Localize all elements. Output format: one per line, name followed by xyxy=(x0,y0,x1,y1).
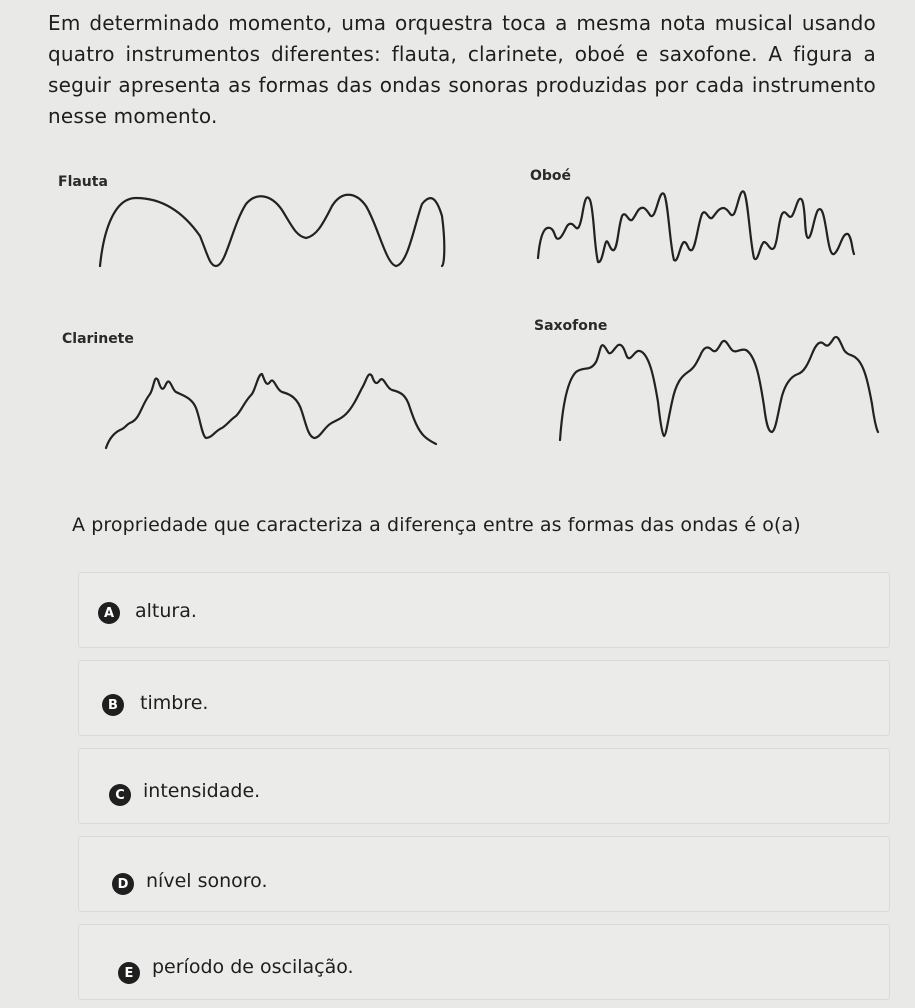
label-flauta: Flauta xyxy=(58,174,108,190)
wave-oboe xyxy=(536,186,856,271)
option-text-c: intensidade. xyxy=(143,780,261,802)
option-text-d: nível sonoro. xyxy=(146,870,268,892)
label-clarinete: Clarinete xyxy=(62,331,134,347)
wave-saxofone xyxy=(556,332,886,444)
option-text-e: período de oscilação. xyxy=(152,956,354,978)
wave-clarinete xyxy=(104,364,440,460)
option-badge-d: D xyxy=(112,873,134,895)
option-badge-e: E xyxy=(118,962,140,984)
option-text-b: timbre. xyxy=(140,692,209,714)
question-intro: Em determinado momento, uma orquestra toca a mesma nota musical usando quatro instrumentos diferentes: flauta, clarinete, oboé e saxofone. A figura a seguir apresenta as formas das ondas sonoras produzidas por cada instrumento nesse momento. xyxy=(48,11,876,128)
option-text-a: altura. xyxy=(135,600,197,622)
wave-flauta xyxy=(96,190,446,280)
option-badge-b: B xyxy=(102,694,124,716)
question-stem: A propriedade que caracteriza a diferença entre as formas das ondas é o(a) xyxy=(72,514,801,536)
label-oboe: Oboé xyxy=(530,168,572,184)
option-badge-c: C xyxy=(109,784,131,806)
label-saxofone: Saxofone xyxy=(534,318,608,334)
option-badge-a: A xyxy=(98,602,120,624)
option-card-a[interactable] xyxy=(78,572,890,648)
